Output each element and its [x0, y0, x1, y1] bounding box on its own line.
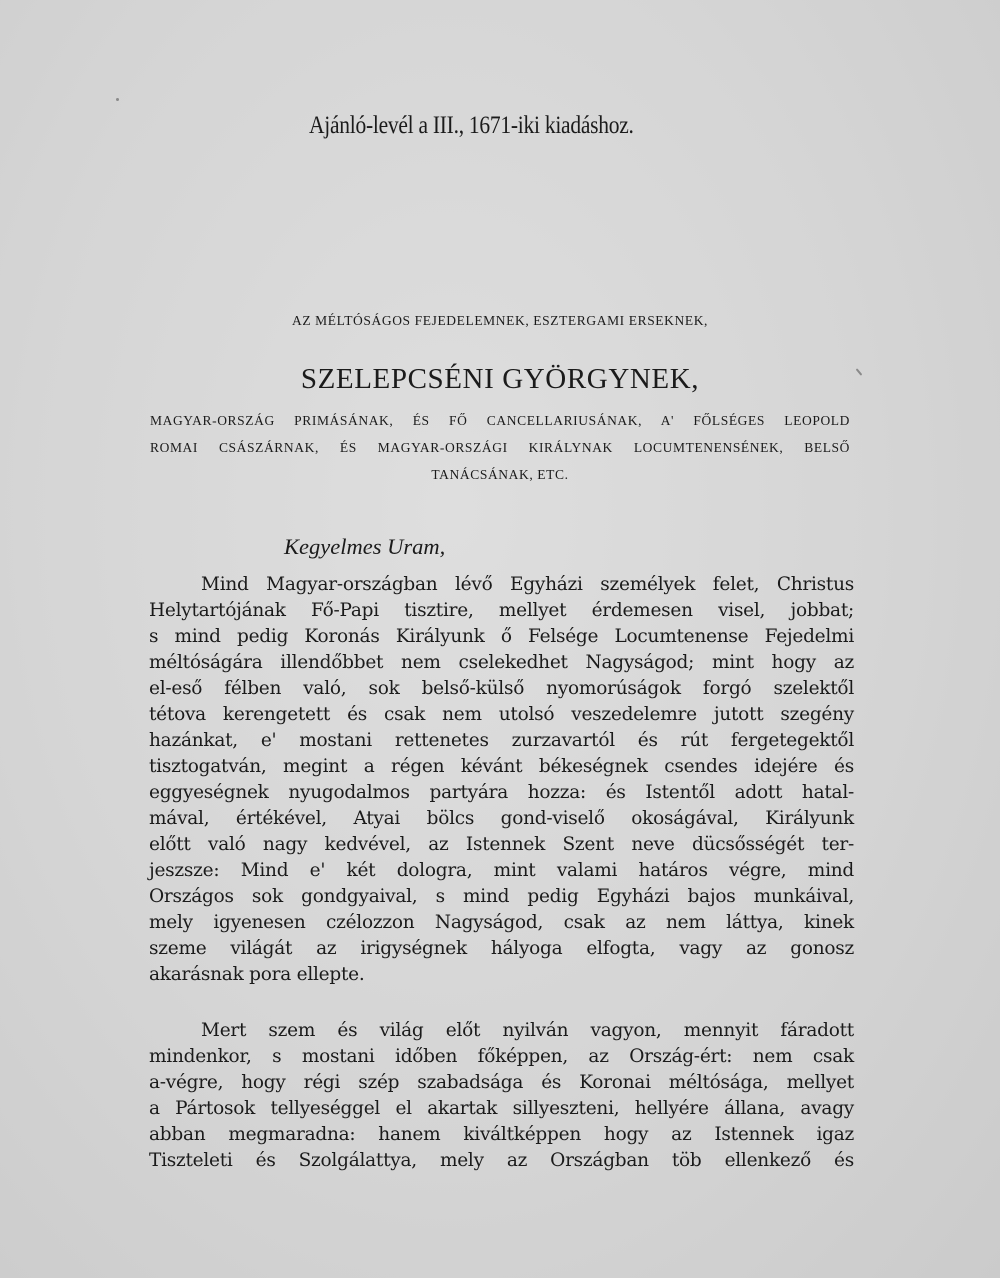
body-line: tétova kerengetett és csak nem utolsó veszedelemre jutott szegény: [149, 704, 854, 725]
body-line: jeszsze: Mind e' két dologra, mint valami határos végre, mind: [149, 860, 854, 881]
scan-speck: [116, 98, 119, 101]
body-line: akarásnak pora ellepte.: [149, 964, 365, 985]
dedication-line-1: AZ MÉLTÓSÁGOS FEJEDELEMNEK, ESZTERGAMI ERSEKNEK,: [291, 313, 709, 328]
body-line: méltóságára illendőbbet nem cselekedhet Nagyságod; mint hogy az: [149, 652, 854, 673]
dedication-line-4: ROMAI CSÁSZÁRNAK, ÉS MAGYAR-ORSZÁGI KIRÁLYNAK LOCUMTENENSÉNEK, BELSŐ: [150, 440, 850, 455]
scan-speck: [856, 368, 863, 375]
body-line: hazánkat, e' mostani rettenetes zurzavartól és rút fergetegektől: [149, 730, 854, 751]
body-line: s mind pedig Koronás Királyunk ő Felsége Locumtenense Fejedelmi: [149, 626, 854, 647]
body-line: eggyeségnek nyugodalmos partyára hozza: és Istentől adott hatal-: [149, 782, 854, 803]
body-line: szeme világát az irigységnek hályoga elfogta, vagy az gonosz: [149, 938, 854, 959]
dedication-line-3: MAGYAR-ORSZÁG PRIMÁSÁNAK, ÉS FŐ CANCELLARIUSÁNAK, A' FŐLSÉGES LEOPOLD: [150, 413, 850, 428]
salutation: Kegyelmes Uram,: [284, 534, 446, 559]
body-line: abban megmaradna: hanem kiváltképpen hogy az Istennek igaz: [149, 1124, 854, 1145]
body-line: a-végre, hogy régi szép szabadsága és Koronai méltósága, mellyet: [149, 1072, 854, 1093]
body-line: tisztogatván, megint a régen kévánt békeségnek csendes idejére és: [149, 756, 854, 777]
body-line: Helytartójának Fő-Papi tisztire, mellyet érdemesen visel, jobbat;: [149, 600, 854, 621]
body-line: előtt való nagy kedvével, az Istennek Szent neve dücsősségét ter-: [149, 834, 854, 855]
body-line: Mert szem és világ előt nyilván vagyon, mennyit fáradott: [201, 1020, 854, 1041]
body-line: mindenkor, s mostani időben főképpen, az Ország-ért: nem csak: [149, 1046, 854, 1067]
dedication-recipient-name: SZELEPCSÉNI GYÖRGYNEK,: [300, 363, 700, 395]
body-line: Mind Magyar-országban lévő Egyházi személyek felet, Christus: [201, 574, 854, 595]
body-line: el-eső félben való, sok belső-külső nyomorúságok forgó szelektől: [149, 678, 854, 699]
body-line: mával, értékével, Atyai bölcs gond-viselő okoságával, Királyunk: [149, 808, 854, 829]
page-heading: Ajánló-levél a III., 1671-iki kiadáshoz.: [309, 112, 634, 139]
body-line: a Pártosok tellyeséggel el akartak sillyeszteni, hellyére állana, avagy: [149, 1098, 854, 1119]
body-line: Országos sok gondgyaival, s mind pedig Egyházi bajos munkáival,: [149, 886, 854, 907]
body-line: Tiszteleti és Szolgálattya, mely az Országban töb ellenkező és: [149, 1150, 854, 1171]
dedication-line-5: TANÁCSÁNAK, ETC.: [431, 467, 569, 482]
body-line: mely igyenesen czélozzon Nagyságod, csak az nem láttya, kinek: [149, 912, 854, 933]
